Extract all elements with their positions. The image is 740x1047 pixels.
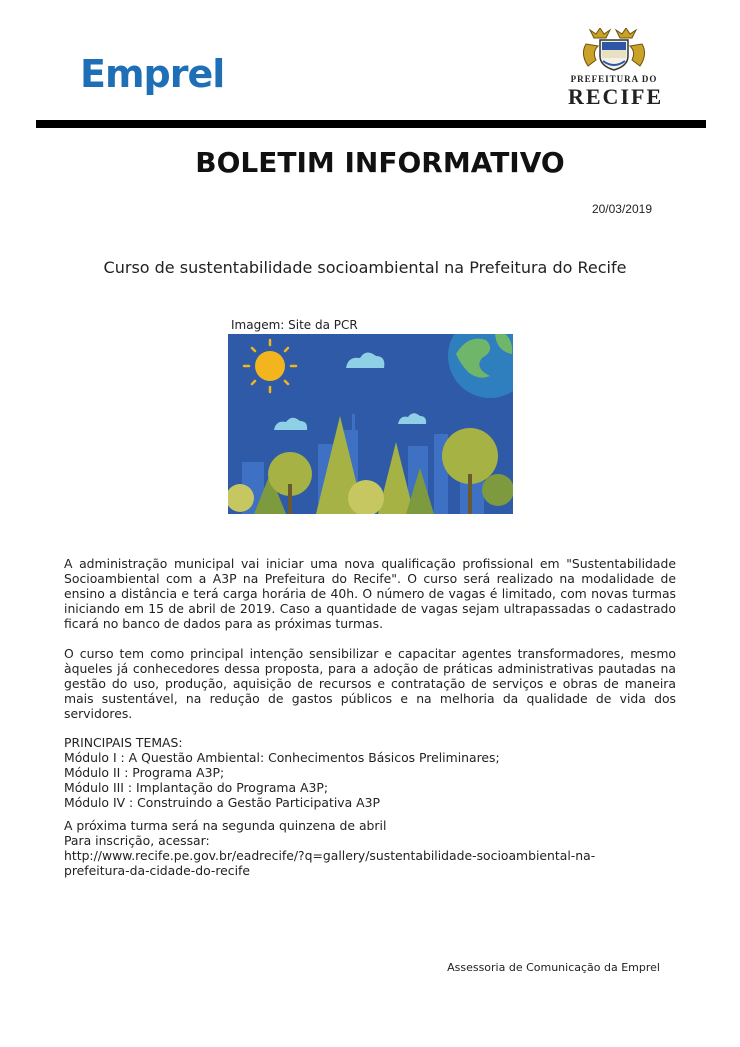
prefeitura-recife-logo	[568, 28, 664, 109]
sustainability-illustration	[228, 334, 513, 514]
registration-link-continued[interactable]: prefeitura-da-cidade-do-recife	[64, 863, 251, 878]
header-divider	[36, 120, 706, 128]
paragraph-objective: O curso tem como principal intenção sensibilizar e capacitar agentes transformadores, mesmo àqueles já conhecedores dessa proposta, para a adoção de práticas administrativas pautadas na gestão do uso, produção, aquisição de recursos e contratação de serviços e obras de maneira mais sustentável, na redução de gastos públicos e na melhoria da qualidade de vida dos servidores.	[64, 646, 676, 721]
article-headline: Curso de sustentabilidade socioambiental na Prefeitura do Recife	[103, 258, 627, 277]
topic-item: Módulo III : Implantação do Programa A3P;	[64, 780, 329, 795]
next-class-text: A próxima turma será na segunda quinzena de abril	[64, 818, 387, 833]
image-caption: Imagem: Site da PCR	[231, 318, 358, 332]
topic-item: Módulo II : Programa A3P;	[64, 765, 225, 780]
topic-item: Módulo IV : Construindo a Gestão Participativa A3P	[64, 795, 380, 810]
topics-heading: PRINCIPAIS TEMAS:	[64, 735, 183, 750]
page-title: BOLETIM INFORMATIVO	[195, 146, 565, 179]
registration-link[interactable]: http://www.recife.pe.gov.br/eadrecife/?q=gallery/sustentabilidade-socioambiental-na-	[64, 848, 596, 863]
topic-item: Módulo I : A Questão Ambiental: Conhecimentos Básicos Preliminares;	[64, 750, 500, 765]
bulletin-date: 20/03/2019	[591, 202, 652, 216]
crest-title: RECIFE	[568, 84, 664, 109]
topics-list	[64, 735, 676, 810]
city-crest-icon	[576, 28, 652, 74]
paragraph-intro: A administração municipal vai iniciar uma nova qualificação profissional em "Sustentabilidade Socioambiental com a A3P na Prefeitura do Recife". O curso será realizado na modalidade de ensino a distância e terá carga horária de 40h. O número de vagas é limitado, com novas turmas iniciando em 15 de abril de 2019. Caso a quantidade de vagas sejam ultrapassadas o cadastrado ficará no banco de dados para as próximas turmas.	[64, 556, 676, 631]
registration-text: Para inscrição, acessar:	[64, 833, 210, 848]
footer-credit: Assessoria de Comunicação da Emprel	[447, 961, 660, 974]
emprel-logo: Emprel	[80, 52, 225, 96]
next-class-info	[64, 818, 676, 878]
crest-subtitle: PREFEITURA DO	[570, 74, 658, 84]
